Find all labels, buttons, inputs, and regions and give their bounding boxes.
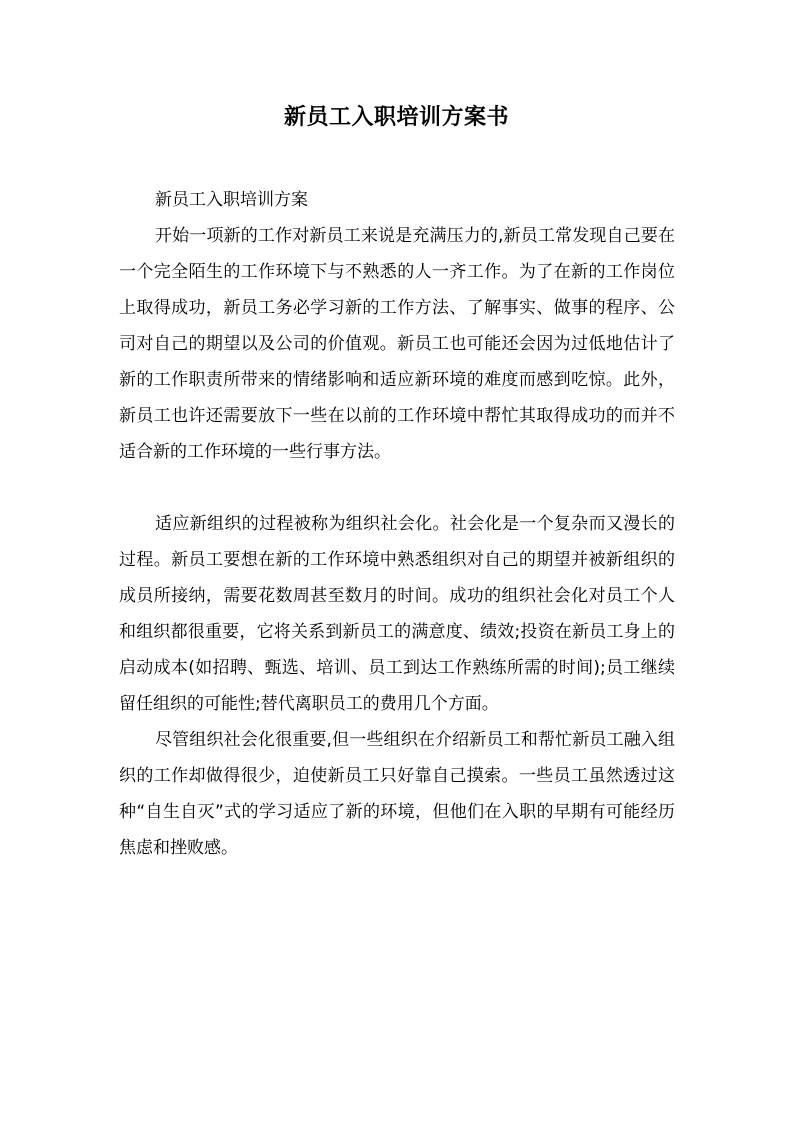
paragraph-spacer	[119, 470, 675, 506]
paragraph-1: 开始一项新的工作对新员工来说是充满压力的,新员工常发现自己要在一个完全陌生的工作环境下与不熟悉的人一齐工作。为了在新的工作岗位上取得成功，新员工务必学习新的工作方法、了解事实、做事的程序、公司对自己的期望以及公司的价值观。新员工也可能还会因为过低地估计了新的工作职责所带来的情绪影响和适应新环境的难度而感到吃惊。此外，新员工也许还需要放下一些在以前的工作环境中帮忙其取得成功的而并不适合新的工作环境的一些行事方法。	[119, 226, 675, 462]
document-body	[119, 182, 675, 866]
document-subtitle: 新员工入职培训方案	[155, 190, 308, 210]
document-title: 新员工入职培训方案书	[283, 105, 509, 130]
paragraph-3: 尽管组织社会化很重要,但一些组织在介绍新员工和帮忙新员工融入组织的工作却做得很少，迫使新员工只好靠自己摸索。一些员工虽然透过这种“自生自灭”式的学习适应了新的环境，但他们在入职的早期有可能经历焦虑和挫败感。	[119, 730, 675, 858]
paragraph-2: 适应新组织的过程被称为组织社会化。社会化是一个复杂而又漫长的过程。新员工要想在新的工作环境中熟悉组织对自己的期望并被新组织的成员所接纳，需要花数周甚至数月的时间。成功的组织社会化对员工个人和组织都很重要，它将关系到新员工的满意度、绩效;投资在新员工身上的启动成本(如招聘、甄选、培训、员工到达工作熟练所需的时间);员工继续留任组织的可能性;替代离职员工的费用几个方面。	[119, 514, 675, 714]
